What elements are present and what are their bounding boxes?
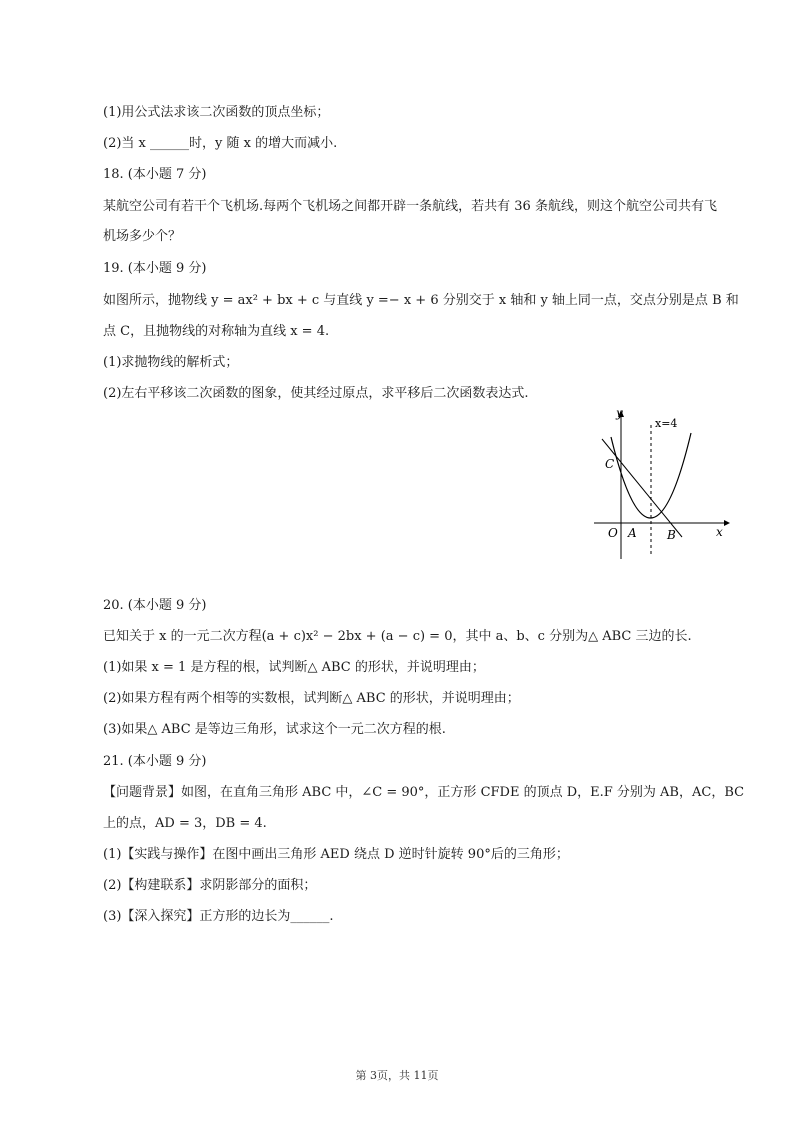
symmetry-axis-label: x=4: [655, 417, 678, 430]
q20-part2: (2)如果方程有两个相等的实数根，试判断△ ABC 的形状，并说明理由；: [103, 691, 520, 706]
q19-part1: (1)求抛物线的解析式；: [103, 355, 239, 370]
q19-part2: (2)左右平移该二次函数的图象，使其经过原点，求平移后二次函数表达式.: [103, 386, 529, 401]
q17-part2: (2)当 x ______时，y 随 x 的增大而减小.: [103, 136, 338, 151]
page-footer: 第 3页，共 11页: [355, 1069, 439, 1082]
q19-text-line1: 如图所示，抛物线 y = ax² + bx + c 与直线 y =− x + 6 分别交于 x 轴和 y 轴上同一点，交点分别是点 B 和: [103, 293, 739, 308]
x-axis-label: x: [716, 525, 723, 539]
q18-heading: 18. (本小题 7 分): [103, 167, 207, 182]
y-axis-label: y: [616, 406, 623, 420]
point-a-label: A: [628, 526, 637, 540]
q19-text-line2: 点 C，且抛物线的对称轴为直线 x = 4.: [103, 324, 330, 339]
q20-part3: (3)如果△ ABC 是等边三角形，试求这个一元二次方程的根.: [103, 722, 446, 737]
point-b-label: B: [667, 528, 676, 542]
q20-part1: (1)如果 x = 1 是方程的根，试判断△ ABC 的形状，并说明理由；: [103, 660, 485, 675]
q21-part1: (1)【实践与操作】在图中画出三角形 AED 绕点 D 逆时针旋转 90°后的三角形；: [103, 847, 569, 862]
line-y-neg-x-plus-6: [602, 439, 682, 537]
parabola-figure: [590, 405, 730, 565]
q21-heading: 21. (本小题 9 分): [103, 754, 207, 769]
q20-text: 已知关于 x 的一元二次方程(a + c)x² − 2bx + (a − c) = 0，其中 a、b、c 分别为△ ABC 三边的长.: [103, 629, 692, 644]
q21-part3: (3)【深入探究】正方形的边长为______.: [103, 909, 334, 924]
q21-text-line1: 【问题背景】如图，在直角三角形 ABC 中，∠C = 90°，正方形 CFDE 的顶点 D，E.F 分别为 AB，AC，BC: [103, 785, 745, 800]
origin-label: O: [608, 526, 618, 540]
q18-text-line2: 机场多少个？: [103, 229, 182, 244]
x-axis-arrow: [724, 520, 730, 526]
q19-heading: 19. (本小题 9 分): [103, 261, 207, 276]
q21-part2: (2)【构建联系】求阴影部分的面积；: [103, 878, 317, 893]
q20-heading: 20. (本小题 9 分): [103, 598, 207, 613]
q21-text-line2: 上的点，AD = 3，DB = 4.: [103, 816, 267, 831]
point-c-label: C: [605, 457, 615, 471]
q17-part1: (1)用公式法求该二次函数的顶点坐标；: [103, 105, 330, 120]
q18-text-line1: 某航空公司有若干个飞机场.每两个飞机场之间都开辟一条航线，若共有 36 条航线，则这个航空公司共有飞: [103, 199, 717, 214]
